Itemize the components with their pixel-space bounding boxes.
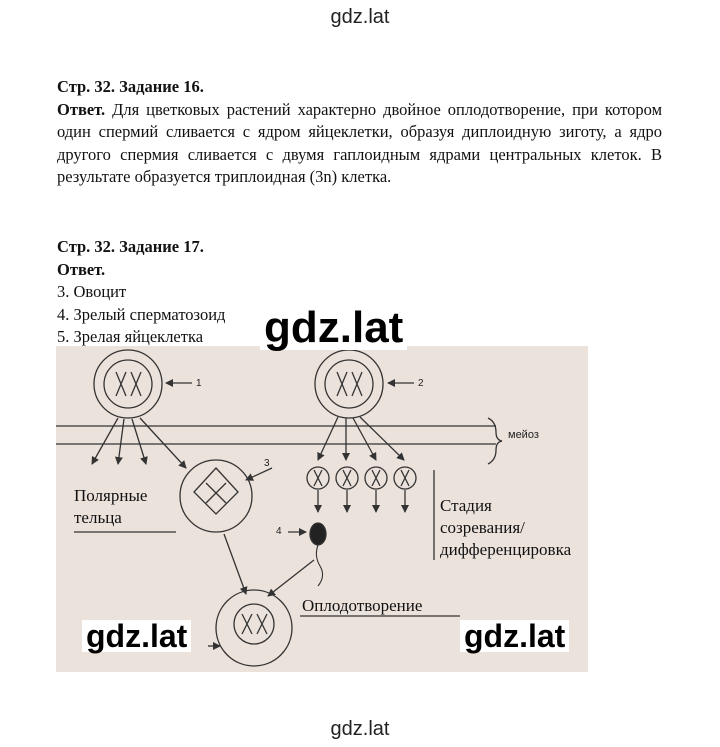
mature-sperm [310, 523, 326, 586]
watermark-bottom-left: gdz.lat [82, 620, 191, 652]
mature-egg-cell [216, 590, 292, 666]
oocyte-cell [180, 460, 252, 532]
label-stage-3: дифференцировка [440, 540, 572, 559]
oogonium-cell [94, 350, 162, 418]
task-16 [57, 76, 662, 189]
spermatid-cells [307, 467, 416, 489]
pointer-3 [246, 468, 272, 480]
label-num-1: 1 [196, 378, 202, 389]
task-17-item-4: 4. Зрелый сперматозоид [57, 304, 226, 324]
task-17-heading: Стр. 32. Задание 17. [57, 237, 204, 256]
label-meiosis: мейоз [508, 429, 539, 441]
watermark-bottom: gdz.lat [330, 718, 390, 740]
label-num-3: 3 [264, 458, 270, 469]
label-stage-1: Стадия [440, 496, 492, 515]
label-polar-2: тельца [74, 508, 122, 527]
meiosis-brace [488, 418, 502, 464]
task-16-heading: Стр. 32. Задание 16. [57, 77, 204, 96]
label-stage-2: созревания/ [440, 518, 525, 537]
task-16-answer-label: Ответ. [57, 99, 106, 119]
task-17-item-5: 5. Зрелая яйцеклетка [57, 327, 204, 346]
label-num-2: 2 [418, 378, 424, 389]
watermark-bottom-right: gdz.lat [460, 620, 569, 652]
label-fertilization: Оплодотворение [302, 596, 423, 615]
spermatogonium-cell [315, 350, 383, 418]
label-num-4: 4 [276, 526, 282, 537]
task-17-answer-label: Ответ. [57, 259, 106, 279]
task-17-item-3: 3. Овоцит [57, 282, 127, 301]
label-polar-1: Полярные [74, 486, 148, 505]
task-16-answer [57, 99, 662, 189]
task-16-answer-text: Для цветковых растений характерно двойное оплодотворение, при котором один спермий сливается с ядром яйцеклетки, образуя диплоидную зиготу, а ядро другого спермия сливается с двумя гаплоидным ядрами центральных клеток. В результате образуется триплоидная (3n) клетка. [57, 99, 663, 186]
watermark-top: gdz.lat [330, 6, 390, 28]
watermark-middle: gdz.lat [260, 306, 407, 350]
